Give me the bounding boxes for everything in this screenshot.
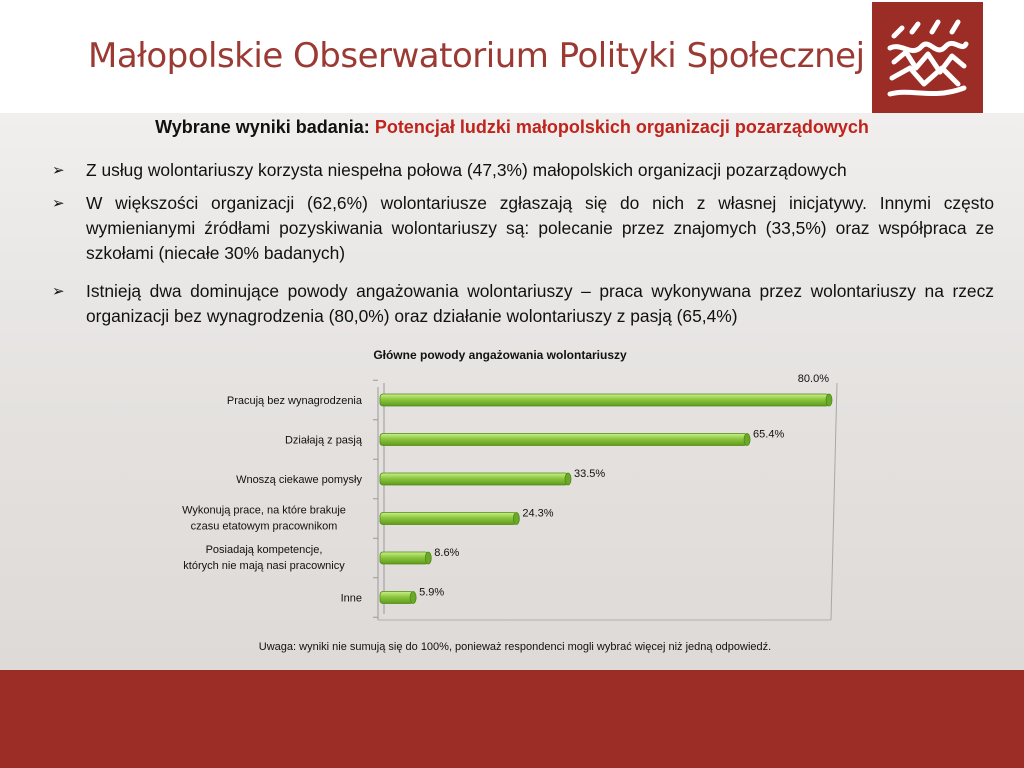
category-label: których nie mają nasi pracownicy	[183, 560, 345, 572]
category-label: Pracują bez wynagrodzenia	[226, 395, 362, 407]
subtitle-accent: Potencjał ludzki małopolskich organizacji pozarządowych	[374, 117, 869, 137]
bullet-item	[52, 279, 994, 329]
category-label: Działają z pasją	[284, 434, 362, 447]
slide-subtitle	[0, 117, 1024, 138]
bar-cap	[565, 473, 571, 485]
value-label: 5.9%	[419, 586, 445, 599]
value-label: 8.6%	[434, 547, 460, 559]
subtitle-lead: Wybrane wyniki badania:	[155, 117, 370, 137]
value-label: 24.3%	[522, 507, 554, 520]
bar	[380, 473, 568, 485]
bar-cap	[513, 513, 519, 525]
arrow-bullet-icon: ➢	[52, 283, 65, 300]
footer-band	[0, 670, 1024, 768]
bullet-text: Z usług wolontariuszy korzysta niespełna połowa (47,3%) małopolskich organizacji pozarządowych	[86, 160, 847, 180]
category-label: czasu etatowym pracownikom	[190, 520, 338, 533]
bar	[380, 394, 829, 406]
value-label: 80.0%	[797, 373, 829, 385]
bar-cap	[744, 434, 750, 446]
value-label: 65.4%	[753, 428, 785, 441]
category-label: Wnoszą ciekawe pomysły	[236, 474, 362, 486]
right-wall-line	[831, 383, 837, 620]
arrow-bullet-icon: ➢	[52, 162, 65, 179]
bullet-text: Istnieją dwa dominujące powody angażowania wolontariuszy – praca wykonywana przez wolontariuszy na rzecz organizacji bez wynagrodzenia (80,0%) oraz działanie wolontariuszy z pasją (65,4%)	[86, 281, 994, 326]
chart-note: Uwaga: wyniki nie sumują się do 100%, ponieważ respondenci mogli wybrać więcej niż jedną odpowiedź.	[258, 641, 772, 653]
header-title: Małopolskie Obserwatorium Polityki Społecznej	[88, 36, 865, 76]
mops-logo-icon	[872, 2, 983, 113]
bullet-item	[52, 158, 994, 183]
category-label: Wykonują prace, na które brakuje	[182, 504, 346, 517]
bar-cap	[410, 592, 416, 604]
value-label: 33.5%	[574, 468, 606, 480]
arrow-bullet-icon: ➢	[52, 195, 65, 212]
category-label: Inne	[340, 592, 362, 605]
bar-cap	[425, 552, 431, 564]
bar	[380, 552, 428, 564]
bullet-text: W większości organizacji (62,6%) wolontariusze zgłaszają się do nich z własnej inicjatywy. Innymi często wymienianymi źródłami pozyskiwania wolontariuszy są: polecanie przez znajomych (33,5%) oraz współpraca ze szkołami (niecałe 30% badanych)	[86, 193, 994, 263]
header	[0, 0, 1024, 113]
category-label: Posiadają kompetencje,	[205, 544, 323, 556]
bar	[380, 434, 747, 446]
bullet-item	[52, 191, 994, 266]
bar-chart	[0, 365, 1024, 635]
bar-cap	[826, 394, 832, 406]
chart-title: Główne powody angażowania wolontariuszy	[373, 348, 627, 362]
bar	[380, 513, 516, 525]
bar	[380, 592, 413, 604]
